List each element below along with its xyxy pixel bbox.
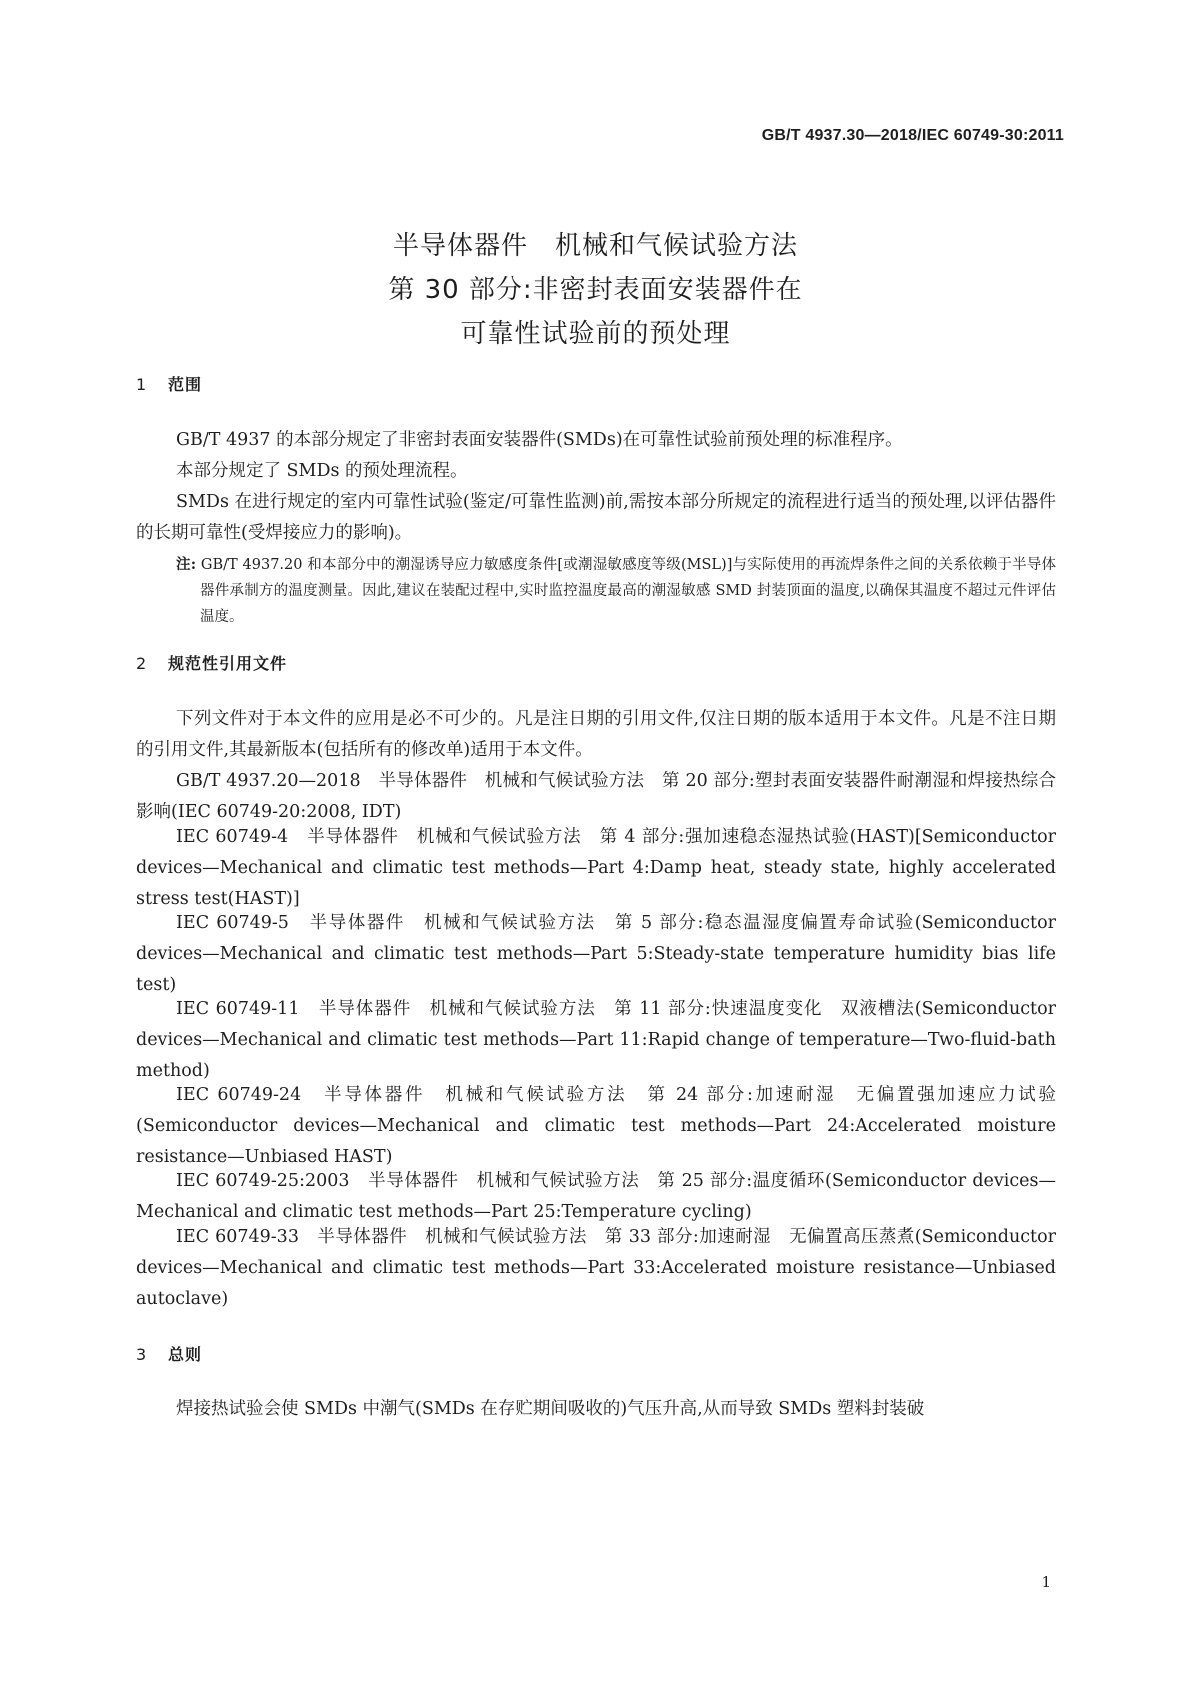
note-label: 注:	[176, 556, 197, 573]
scope-paragraph-2: 本部分规定了 SMDs 的预处理流程。	[176, 461, 468, 481]
reference-item: IEC 60749-11 半导体器件 机械和气候试验方法 第 11 部分:快速温度变化 双液槽法(Semiconductor devices—Mechanical and climatic test methods—Part 11:Rapid change of temperature—Two-fluid-bath method)	[136, 999, 1056, 1081]
normative-intro: 下列文件对于本文件的应用是必不可少的。凡是注日期的引用文件,仅注日期的版本适用于本文件。凡是不注日期的引用文件,其最新版本(包括所有的修改单)适用于本文件。	[136, 709, 1056, 760]
section-2-heading	[136, 651, 287, 674]
reference-item: IEC 60749-4 半导体器件 机械和气候试验方法 第 4 部分:强加速稳态湿热试验(HAST)[Semiconductor devices—Mechanical and climatic test methods—Part 4:Damp heat, steady state, highly accelerated stress test(HAST)]	[136, 827, 1056, 909]
scope-paragraph-3: SMDs 在进行规定的室内可靠性试验(鉴定/可靠性监测)前,需按本部分所规定的流程进行适当的预处理,以评估器件的长期可靠性(受焊接应力的影响)。	[136, 492, 1056, 543]
section-number: 3	[136, 1345, 148, 1364]
reference-item: GB/T 4937.20—2018 半导体器件 机械和气候试验方法 第 20 部分:塑封表面安装器件耐潮湿和焊接热综合影响(IEC 60749-20:2008, IDT)	[136, 771, 1056, 822]
page-number: 1	[1041, 1573, 1051, 1591]
title-line-1: 半导体器件 机械和气候试验方法	[392, 231, 798, 261]
document-title	[0, 224, 1191, 356]
scope-note	[176, 552, 1056, 630]
section-1-heading	[136, 372, 202, 395]
note-text: GB/T 4937.20 和本部分中的潮湿诱导应力敏感度条件[或潮湿敏感度等级(MSL)]与实际使用的再流焊条件之间的关系依赖于半导体器件承制方的温度测量。因此,建议在装配过程中,实时监控温度最高的潮湿敏感 SMD 封装顶面的温度,以确保其温度不超过元件评估温度。	[200, 557, 1057, 625]
scope-paragraph-1: GB/T 4937 的本部分规定了非密封表面安装器件(SMDs)在可靠性试验前预处理的标准程序。	[176, 430, 903, 450]
section-3-heading	[136, 1342, 202, 1365]
reference-item: IEC 60749-33 半导体器件 机械和气候试验方法 第 33 部分:加速耐湿 无偏置高压蒸煮(Semiconductor devices—Mechanical and climatic test methods—Part 33:Accelerated moisture resistance—Unbiased autoclave)	[136, 1227, 1056, 1309]
title-line-2: 第 30 部分:非密封表面安装器件在	[388, 275, 803, 305]
section-number: 2	[136, 654, 148, 673]
reference-item: IEC 60749-25:2003 半导体器件 机械和气候试验方法 第 25 部分:温度循环(Semiconductor devices—Mechanical and climatic test methods—Part 25:Temperature cycling)	[136, 1171, 1056, 1222]
section-title: 总则	[168, 1345, 203, 1364]
section-title: 规范性引用文件	[168, 654, 288, 673]
reference-item: IEC 60749-5 半导体器件 机械和气候试验方法 第 5 部分:稳态温湿度偏置寿命试验(Semiconductor devices—Mechanical and climatic test methods—Part 5:Steady-state temperature humidity bias life test)	[136, 913, 1056, 995]
general-paragraph-1: 焊接热试验会使 SMDs 中潮气(SMDs 在存贮期间吸收的)气压升高,从而导致 SMDs 塑料封装破	[176, 1399, 925, 1419]
section-number: 1	[136, 375, 148, 394]
section-title: 范围	[168, 375, 203, 394]
standard-number: GB/T 4937.30—2018/IEC 60749-30:2011	[761, 127, 1064, 144]
reference-item: IEC 60749-24 半导体器件 机械和气候试验方法 第 24 部分:加速耐湿 无偏置强加速应力试验(Semiconductor devices—Mechanical and climatic test methods—Part 24:Accelerated moisture resistance—Unbiased HAST)	[136, 1085, 1056, 1167]
title-line-3: 可靠性试验前的预处理	[460, 319, 731, 349]
